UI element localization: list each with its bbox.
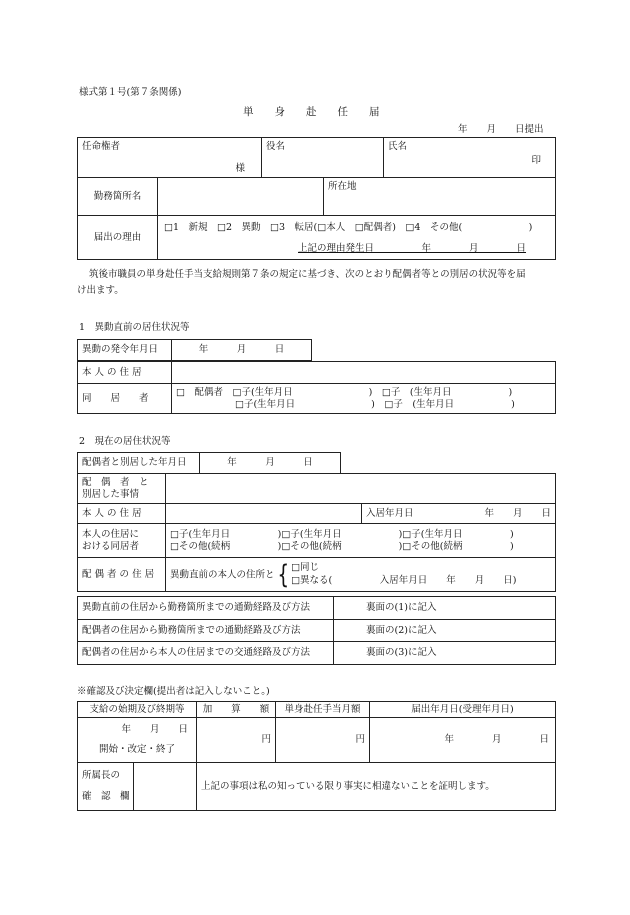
s2-address-label: 本 人 の 住 居 (78, 504, 166, 524)
route2-label: 配偶者の住居から勤務箇所までの通勤経路及び方法 (78, 620, 334, 642)
s2-reason-label (78, 474, 166, 504)
s3-period-date[interactable]: 年 月 日 (121, 724, 189, 736)
s3-col-monthly: 単身赴任手当月額 (276, 702, 370, 718)
route3-label: 配偶者の住居から本人の住居までの交通経路及び方法 (78, 642, 334, 665)
route2-value: 裏面の(2)に記入 (334, 620, 556, 642)
s2-reason-input[interactable] (166, 474, 556, 504)
section2-heading: 2 現在の居住状況等 (79, 436, 171, 447)
s2-move-in-label: 入居年月日 (366, 507, 414, 519)
s3-receipt-date[interactable]: 年 月 日 (370, 718, 556, 763)
reason-date[interactable]: 上記の理由発生日 年 月 日 (298, 243, 527, 254)
s3-col-receipt: 届出年月日(受理年月日) (370, 702, 556, 718)
s2-same-option[interactable]: □同じ (291, 562, 320, 574)
s1-address-label: 本 人 の 住 居 (78, 362, 172, 384)
s2-move-in-cell[interactable] (362, 504, 556, 524)
s2-cohab-label-2: おける同居者 (82, 540, 140, 552)
s3-chief-label-1: 所属長の (82, 769, 121, 781)
workplace-input[interactable] (158, 178, 324, 216)
s1-cohab-line2[interactable]: □子(生年月日 ) □子 (生年月日 ) (235, 398, 515, 410)
route3-value: 裏面の(3)に記入 (334, 642, 556, 665)
s3-col-add: 加 算 額 (197, 702, 276, 718)
s3-monthly-yen[interactable]: 円 (276, 718, 370, 763)
s1-issue-date-value[interactable]: 年 月 日 (172, 340, 312, 361)
s2-sep-date-value[interactable]: 年 月 日 (200, 453, 341, 474)
s1-cohab-cell[interactable] (172, 384, 556, 414)
location-cell[interactable] (324, 178, 556, 216)
s2-cohab-cell[interactable] (166, 524, 556, 558)
header-table (77, 137, 556, 260)
position-cell[interactable] (262, 138, 384, 178)
s2-spouse-label: 配 偶 者 の 住 居 (78, 558, 166, 592)
location-label: 所在地 (328, 181, 357, 192)
s3-add-yen[interactable]: 円 (197, 718, 276, 763)
s1-address-input[interactable] (172, 362, 556, 384)
s3-chief-label-2: 確 認 欄 (82, 790, 130, 802)
s3-certify: 上記の事項は私の知っている限り事実に相違ないことを証明します。 (197, 763, 556, 811)
s3-chief-label (78, 763, 134, 811)
s2-cohab-label-1: 本人の住居に (82, 528, 140, 540)
brace-icon: { (276, 559, 289, 590)
s3-period-cell[interactable] (78, 718, 197, 763)
s2-spouse-prefix: 異動直前の本人の住所と (170, 569, 275, 580)
name-label: 氏名 (388, 141, 408, 152)
s3-chief-seal[interactable] (134, 763, 197, 811)
reason-cell[interactable] (158, 216, 556, 260)
route1-label: 異動直前の住居から勤務箇所までの通勤経路及び方法 (78, 597, 334, 620)
section1-heading: 1 異動直前の居住状況等 (79, 322, 190, 333)
s3-period-type[interactable]: 開始・改定・終了 (99, 744, 176, 755)
intro-line-2: け出ます。 (77, 285, 124, 296)
name-cell[interactable] (384, 138, 556, 178)
s1-cohab-label: 同 居 者 (78, 384, 172, 414)
sama-suffix: 様 (235, 163, 246, 175)
route1-value: 裏面の(1)に記入 (334, 597, 556, 620)
s2-routes-table (77, 596, 556, 665)
page-title: 単 身 赴 任 届 (243, 106, 380, 118)
form-number: 様式第１号(第７条関係) (79, 87, 182, 98)
s1-date-table (77, 339, 312, 361)
s1-issue-date-label: 異動の発令年月日 (78, 340, 172, 361)
s2-date-table (77, 452, 341, 474)
s2-different-option[interactable]: □異なる( 入居年月日 年 月 日) (291, 574, 517, 586)
s2-reason-label-1: 配 偶 者 と (82, 476, 149, 488)
s1-cohab-line1[interactable]: □ 配偶者 □子(生年月日 ) □子 (生年月日 ) (176, 386, 513, 398)
s2-table (77, 473, 556, 592)
submit-date: 年 月 日提出 (458, 124, 544, 135)
appointer-label: 任命権者 (82, 141, 121, 152)
s2-sep-date-label: 配偶者と別居した年月日 (78, 453, 200, 474)
seal-mark: 印 (531, 155, 542, 166)
s2-move-in-value[interactable]: 年 月 日 (484, 507, 551, 519)
reason-options[interactable]: □1 新規 □2 異動 □3 転居(□本人 □配偶者) □4 その他( ) (164, 222, 533, 233)
s2-spouse-cell[interactable] (166, 558, 556, 592)
reason-label: 届出の理由 (78, 216, 158, 260)
s3-col-period: 支給の始期及び終期等 (78, 702, 197, 718)
s2-reason-label-2: 別居した事情 (82, 488, 140, 500)
position-label: 役名 (266, 141, 286, 152)
s2-cohab-label (78, 524, 166, 558)
s2-address-input[interactable] (166, 504, 362, 524)
s1-table (77, 361, 556, 414)
intro-line-1: 筑後市職員の単身赴任手当支給規則第７条の規定に基づき、次のとおり配偶者等との別居の状況等を届 (89, 269, 526, 280)
workplace-label: 勤務箇所名 (78, 178, 158, 216)
s2-cohab-line1[interactable]: □子(生年月日 )□子(生年月日 )□子(生年月日 ) (170, 528, 514, 540)
s3-table (77, 701, 556, 811)
s2-cohab-line2[interactable]: □その他(続柄 )□その他(続柄 )□その他(続柄 ) (170, 540, 514, 552)
section3-heading: ※確認及び決定欄(提出者は記入しないこと。) (77, 686, 270, 697)
appointer-cell[interactable] (78, 138, 262, 178)
